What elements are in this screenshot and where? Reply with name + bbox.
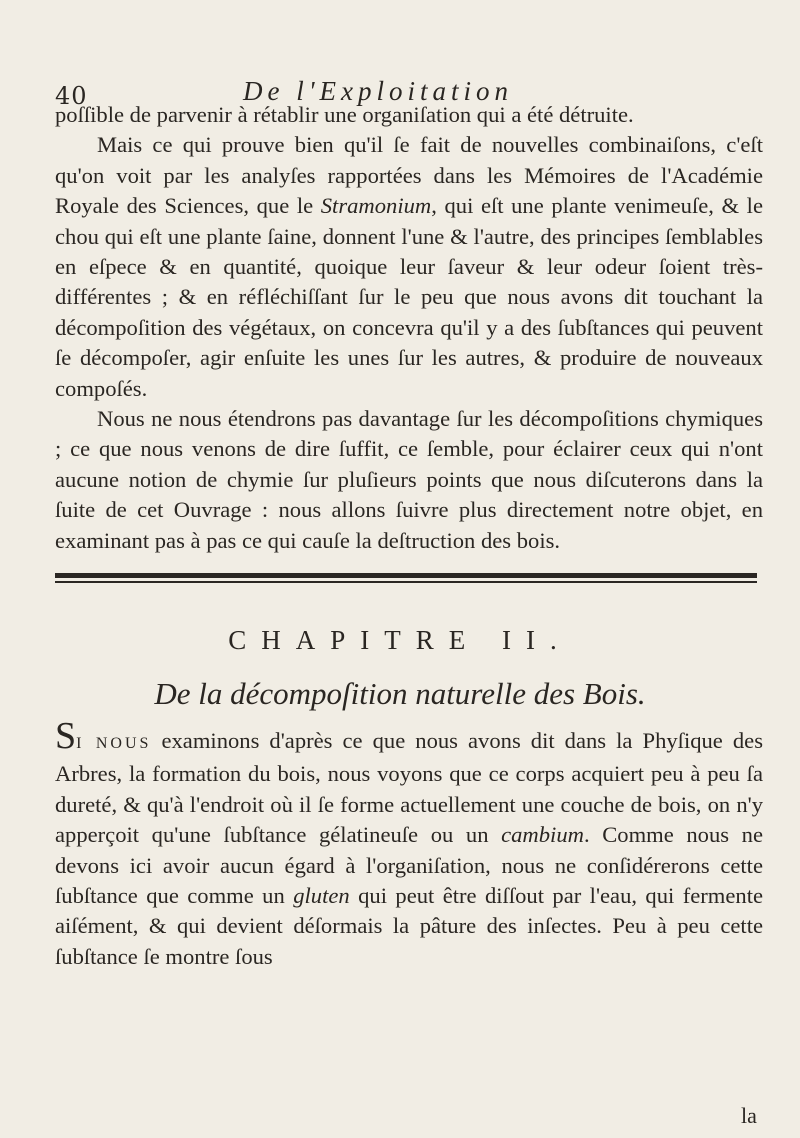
paragraph: poſſible de parvenir à rétablir une organiſation qui a été détruite. [55, 102, 634, 127]
drop-cap: S [55, 715, 77, 757]
chapter-heading: CHAPITRE II. [228, 625, 572, 655]
paragraph-text: Mais ce qui prouve bien qu'il ſe fait de nouvelles combinaiſons, c'eſt qu'on voit par les analyſes rapportées dans les Mémoires de l'Académie Royale des Sciences, que le [55, 132, 763, 219]
paragraph [55, 715, 764, 972]
page-number: 40 [55, 82, 88, 110]
paragraph: Nous ne nous étendrons pas davantage ſur les décompoſitions chymiques ; ce que nous venons de dire ſuffit, ce ſemble, pour éclairer ceux qui n'ont aucune notion de chymie ſur pluſieurs points que nous diſcuterons dans la ſuite de cet Ouvrage : nous allons ſuivre plus directement notre objet, en examinant pas à pas ce qui cauſe la deſtruction des bois. [55, 406, 763, 553]
italic-term: cambium [501, 822, 584, 848]
italic-term: gluten [293, 883, 350, 909]
italic-term: Stramonium [320, 193, 432, 219]
section-text [55, 100, 763, 556]
chapter-subtitle: De la décompoſition naturelle des Bois. [154, 676, 646, 711]
running-head: De l'Exploitation [243, 76, 513, 106]
section-text [55, 715, 764, 972]
paragraph [55, 130, 763, 404]
catchword: la [741, 1103, 757, 1128]
ornamental-rule-thin [55, 581, 757, 583]
paragraph-text: , qui eſt une plante venimeuſe, & le chou qui eſt une plante ſaine, donnent l'une & l'autre, des principes ſemblables en eſpece & en quantité, quoique leur ſaveur & leur odeur ſoient très-différentes ; & en réfléchiſſant ſur le peu que nous avons dit touchant la décompoſition des végétaux, on concevra qu'il y a des ſubſtances qui peuvent ſe décompoſer, agir enſuite les unes ſur les autres, & produire de nouveaux compoſés. [55, 193, 763, 401]
paragraph-text: qui peut être diſſout par l'eau, qui fermente aiſément, & qui devient déſormais la pâture des inſectes. Peu à peu cette ſubſtance ſe montre ſous [55, 883, 763, 969]
paragraph-text: examinons d'après ce que nous avons dit dans la Phyſique des Arbres, la formation du bois, nous voyons que ce corps acquiert peu à peu ſa dureté, & qu'à l'endroit où il ſe forme actuellement une couche de bois, on n'y apperçoit qu'une ſubſtance gélatineuſe ou un [55, 728, 764, 848]
small-caps-text: I NOUS [76, 735, 152, 752]
ornamental-rule [55, 573, 757, 578]
paragraph-text: . Comme nous ne devons ici avoir aucun égard à l'organiſation, nous ne conſidérerons cette ſubſtance que comme un [55, 822, 763, 909]
